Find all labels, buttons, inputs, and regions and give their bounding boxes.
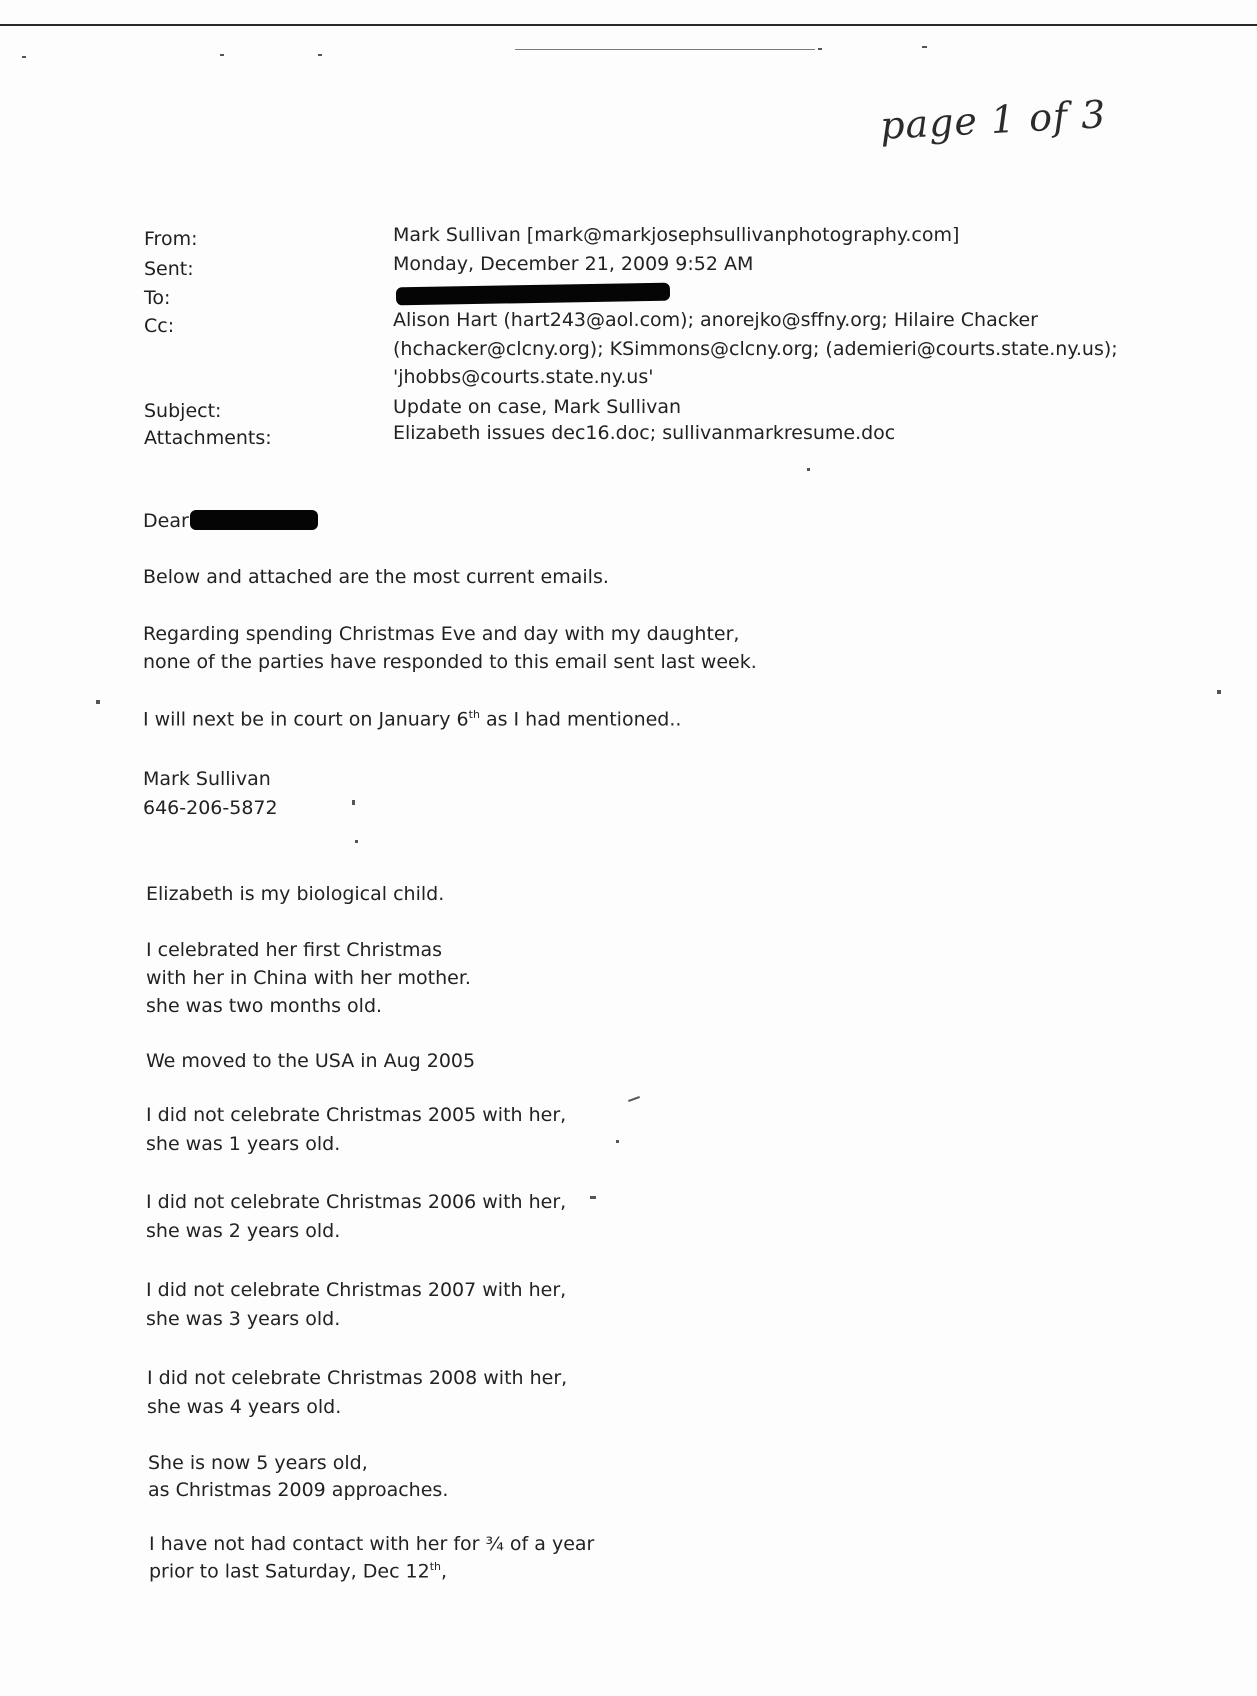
scan-speck — [922, 46, 927, 48]
to-redaction — [396, 283, 670, 306]
paragraph-2-line-2: none of the parties have responded to this email sent last week. — [143, 651, 757, 673]
subject-label: Subject: — [144, 400, 222, 422]
elizabeth-line-1: Elizabeth is my biological child. — [146, 883, 445, 905]
scan-speck — [628, 1096, 640, 1102]
no-contact-ordinal: th — [429, 1560, 442, 1573]
top-rule-secondary — [515, 49, 815, 50]
christmas-2006-line-2: she was 2 years old. — [146, 1220, 341, 1242]
christmas-2008-line-2: she was 4 years old. — [147, 1396, 342, 1418]
no-contact-line-1: I have not had contact with her for ¾ of a year — [149, 1533, 595, 1555]
cc-line-3: 'jhobbs@courts.state.ny.us' — [393, 366, 654, 388]
no-contact-comma: , — [441, 1560, 448, 1583]
paragraph-3 — [143, 708, 681, 730]
signature-name: Mark Sullivan — [143, 768, 271, 790]
paragraph-3-ordinal: th — [468, 708, 480, 721]
now-five-line-2: as Christmas 2009 approaches. — [148, 1479, 449, 1501]
christmas-2008-line-1: I did not celebrate Christmas 2008 with her, — [147, 1367, 568, 1389]
greeting-redaction — [190, 510, 318, 530]
elizabeth-line-3: We moved to the USA in Aug 2005 — [146, 1050, 476, 1072]
top-rule — [0, 24, 1257, 26]
christmas-2005-line-2: she was 1 years old. — [146, 1133, 341, 1155]
from-label: From: — [144, 228, 198, 250]
scan-speck — [22, 56, 26, 58]
scan-speck — [355, 840, 358, 843]
paragraph-2-line-1: Regarding spending Christmas Eve and day with my daughter, — [143, 623, 740, 645]
attachments-label: Attachments: — [144, 427, 272, 449]
christmas-2007-line-1: I did not celebrate Christmas 2007 with her, — [146, 1279, 567, 1301]
scan-speck — [818, 48, 822, 50]
from-value: Mark Sullivan [mark@markjosephsullivanphotography.com] — [393, 224, 960, 246]
no-contact-text: prior to last Saturday, Dec 12 — [149, 1560, 430, 1583]
paragraph-3-rest: as I had mentioned.. — [479, 708, 682, 731]
scan-speck — [318, 54, 322, 56]
scan-speck — [352, 800, 355, 805]
scan-speck — [616, 1140, 619, 1143]
to-label: To: — [144, 287, 171, 309]
scan-speck — [96, 700, 100, 704]
paragraph-1: Below and attached are the most current emails. — [143, 566, 609, 588]
cc-line-1: Alison Hart (hart243@aol.com); anorejko@sffny.org; Hilaire Chacker — [393, 309, 1038, 331]
christmas-2005-line-1: I did not celebrate Christmas 2005 with her, — [146, 1104, 567, 1126]
sent-value: Monday, December 21, 2009 9:52 AM — [393, 253, 754, 275]
christmas-2007-line-2: she was 3 years old. — [146, 1308, 341, 1330]
scan-speck — [220, 54, 224, 56]
signature-phone: 646-206-5872 — [143, 797, 278, 819]
elizabeth-line-2b: with her in China with her mother. — [146, 967, 471, 989]
now-five-line-1: She is now 5 years old, — [148, 1452, 368, 1474]
scan-speck — [807, 468, 810, 471]
no-contact-line-2 — [149, 1560, 447, 1582]
cc-line-2: (hchacker@clcny.org); KSimmons@clcny.org; (ademieri@courts.state.ny.us); — [393, 338, 1118, 360]
subject-value: Update on case, Mark Sullivan — [393, 396, 682, 418]
christmas-2006-line-1: I did not celebrate Christmas 2006 with her, — [146, 1191, 567, 1213]
sent-label: Sent: — [144, 258, 194, 280]
elizabeth-line-2a: I celebrated her first Christmas — [146, 939, 443, 961]
elizabeth-line-2c: she was two months old. — [146, 995, 383, 1017]
attachments-value: Elizabeth issues dec16.doc; sullivanmarkresume.doc — [393, 422, 896, 444]
paragraph-3-text: I will next be in court on January 6 — [143, 708, 469, 731]
handwritten-page-number: page 1 of 3 — [879, 92, 1108, 148]
cc-label: Cc: — [144, 315, 175, 337]
greeting: Dear — [143, 510, 189, 532]
scan-speck — [1217, 690, 1221, 694]
scan-speck — [590, 1196, 596, 1199]
